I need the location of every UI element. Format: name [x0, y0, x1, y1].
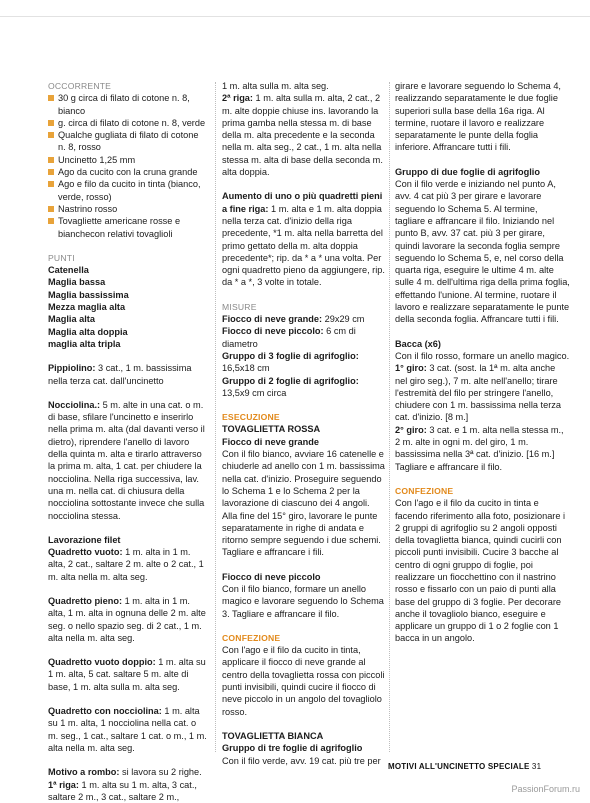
giro-1-paragraph: 1° giro: 3 cat. (sost. la 1ª m. alta anche nel giro seg.), 7 m. alte nell'anello; tirare l'estremità del filo per stringere l'anello, chiudere con 1 m. bassissima nella terza cat. d'inizio. [8 m.] — [395, 363, 561, 423]
tovaglietta-bianca-heading: TOVAGLIETTA BIANCA — [222, 730, 324, 741]
material-item: g. circa di filato di cotone n. 8, verde — [48, 117, 208, 129]
material-item: Uncinetto 1,25 mm — [48, 154, 208, 166]
column-divider — [389, 82, 390, 752]
top-divider — [0, 16, 590, 17]
stitch-name: maglia alta tripla — [48, 338, 121, 349]
confezione-heading: CONFEZIONE — [395, 485, 454, 496]
stitch-name: Catenella — [48, 265, 89, 276]
bacca-text: Con il filo rosso, formare un anello magico. — [395, 350, 570, 361]
measure-item: Fiocco di neve piccolo: 6 cm di diametro — [222, 326, 356, 349]
filet-heading: Lavorazione filet — [48, 534, 121, 545]
continuation-text: 1 m. alta sulla m. alta seg. — [222, 81, 329, 91]
stitch-name: Maglia alta doppia — [48, 326, 128, 337]
tovaglietta-rossa-heading: TOVAGLIETTA ROSSA — [222, 424, 321, 435]
esecuzione-heading: ESECUZIONE — [222, 412, 280, 423]
material-item: Ago da cucito con la cruna grande — [48, 166, 208, 178]
material-item: Ago e filo da cucito in tinta (bianco, verde, rosso) — [48, 178, 208, 203]
watermark: PassionForum.ru — [511, 784, 580, 794]
stitch-name: Maglia bassa — [48, 277, 106, 288]
column-1 — [48, 80, 208, 803]
pippiolino-paragraph: Pippiolino: 3 cat., 1 m. bassissima nella terza cat. dall'uncinetto — [48, 363, 192, 386]
stitch-name: Maglia alta — [48, 314, 95, 325]
confezione-text: Con l'ago e il filo da cucito in tinta e facendo riferimento alla foto, posizionare i 2 gruppi di agrifoglio su 2 angoli opposti della tovaglietta bianca, quindi cucirli con piccoli punti invisibili. Cucire 3 bacche al centro di ogni gruppo di foglie, poi realizzare un fiocchettino con il nastrino rosso e fissarlo con un paio di punti alla base del gruppo di 3 foglie. Per decorare anche il tovagliolo bianco, eseguire e applicare un gruppo di 1 o 2 foglie con 1 bacca in un angolo. — [395, 498, 566, 644]
column-3 — [395, 80, 570, 645]
motivo-rombo-paragraph: Motivo a rombo: si lavora su 2 righe. — [48, 767, 202, 778]
due-foglie-text: Con il filo verde e iniziando nel punto A, avv. 4 cat più 3 per girare e lavorare seguendo lo Schema 5. Al termine, tagliare e affrancare il filo. Iniziando nel punto B, avv. 37 cat. più 3 per girare, quindi lavorare la seconda foglia sempre seguendo lo Schema 5, e, nel corso della quarta riga, eseguire le ultime 4 m. alte sulle 4 m. dell'ultima riga della prima foglia, effettando l'unione. Al termine, ruotare il lavoro e realizzare separatamente le punte della seconda foglia. Affrancare tutti i fili. — [395, 179, 570, 325]
column-divider — [215, 82, 216, 752]
confezione-text: Con l'ago e il filo da cucito in tinta, applicare il fiocco di neve grande al centro della tovaglietta rossa con piccoli punti invisibili, quindi cucire il fiocco di neve piccolo in un angolo del tovagliolo rosso. — [222, 645, 385, 717]
material-item: Tovagliette americane rosse e bianchecon relativi tovaglioli — [48, 215, 208, 240]
column-2 — [222, 80, 386, 767]
quadretto-pieno-paragraph: Quadretto pieno: 1 m. alta in 1 m. alta, 1 m. alta in ognuna delle 2 m. alte seg. o nello spazio seg. di 2 cat., 1 m. alta nella m. alta seg. — [48, 595, 206, 643]
occorrente-heading: OCCORRENTE — [48, 81, 112, 91]
due-foglie-heading: Gruppo di due foglie di agrifoglio — [395, 166, 540, 177]
confezione-heading: CONFEZIONE — [222, 632, 281, 643]
footer-label: MOTIVI ALL'UNCINETTO SPECIALE — [388, 762, 530, 771]
material-item: Nastrino rosso — [48, 203, 208, 215]
measure-item: Gruppo di 3 foglie di agrifoglio: 16,5x18 cm — [222, 350, 359, 374]
fiocco-grande-heading: Fiocco di neve grande — [222, 436, 320, 447]
stitch-name: Maglia bassissima — [48, 289, 129, 300]
bacca-heading: Bacca (x6) — [395, 338, 441, 349]
page-footer — [388, 762, 541, 771]
quadretto-vuoto-paragraph: Quadretto vuoto: 1 m. alta in 1 m. alta, 2 cat., saltare 2 m. alte o 2 cat., 1 m. alta nella m. alta seg. — [48, 547, 204, 582]
fiocco-piccolo-text: Con il filo bianco, formare un anello magico e lavorare seguendo lo Schema 3. Tagliare e affrancare il filo. — [222, 583, 384, 619]
materials-list — [48, 92, 208, 240]
nocciolina-paragraph: Nocciolina.: 5 m. alte in una cat. o m. di base, sfilare l'uncinetto e inserirlo nella prima m. alta (dal davanti verso il dietro), riprendere l'anello di lavoro della quinta m. alta e tirarlo attraverso la prima m. alta, 1 cat. per chiudere la nocciolina. Nella riga successiva, lav. una m. nella cat. di chiusura della nocciolina sottostante invece che sulla nocciolina stessa. — [48, 399, 205, 521]
aumento-paragraph: Aumento di uno o più quadretti pieni a fine riga: 1 m. alta e 1 m. alta doppia nella terza cat. d'inizio della riga precedente, *1 m. alta nella barretta del primo gettato della m. alta doppia precedente*; rip. da * a * una volta. Per ogni quadretto pieno da aggiungere, rip. da * a *, 3 volte in totale. — [222, 191, 385, 288]
measure-item: Gruppo di 2 foglie di agrifoglio: 13,5x9 cm circa — [222, 375, 359, 398]
riga-1-paragraph: 1ª riga: 1 m. alta su 1 m. alta, 3 cat., saltare 2 m., 3 cat., saltare 2 m., — [48, 779, 197, 802]
fiocco-piccolo-heading: Fiocco di neve piccolo — [222, 571, 321, 582]
continuation-text: girare e lavorare seguendo lo Schema 4, realizzando separatamente le due foglie superiori sulla base della 16a riga. Al termine, ruotare il lavoro e realizzare separatamente le punte della foglia inferiore. Affrancare tutti i fili. — [395, 81, 561, 153]
giro-2-paragraph: 2° giro: 3 cat. e 1 m. alta nella stessa m., 2 m. alte in ogni m. del giro, 1 m. bassissima nella 3ª cat. d'inizio. [16 m.] Tagliare e affrancare il filo. — [395, 424, 564, 472]
measure-item: Fiocco di neve grande: 29x29 cm — [222, 314, 365, 325]
tre-foglie-heading: Gruppo di tre foglie di agrifoglio — [222, 743, 363, 754]
tre-foglie-text: Con il filo verde, avv. 19 cat. più tre per — [222, 755, 381, 766]
stitch-name: Mezza maglia alta — [48, 302, 126, 313]
material-item: 30 g circa di filato di cotone n. 8, bianco — [48, 92, 208, 117]
quadretto-vuoto-doppio-paragraph: Quadretto vuoto doppio: 1 m. alta su 1 m. alta, 5 cat. saltare 5 m. alte di base, 1 m. alta sulla m. alta seg. — [48, 657, 206, 692]
material-item: Qualche gugliata di filato di cotone n. 8, rosso — [48, 129, 208, 154]
punti-heading: PUNTI — [48, 252, 75, 263]
misure-heading: MISURE — [222, 301, 257, 312]
fiocco-grande-text: Con il filo bianco, avviare 16 catenelle e chiuderle ad anello con 1 m. bassissima nella cat. d'inizio. Proseguire seguendo lo Schema 1 e lo Schema 2 per la lavorazione di ciascuno dei 4 angoli. Alla fine del 15° giro, lavorare le punte separatamente in righe di andata e ritorno sempre seguendo i due schemi. Tagliare e affrancare i fili. — [222, 449, 385, 558]
page-number: 31 — [531, 762, 542, 771]
quadretto-nocciolina-paragraph: Quadretto con nocciolina: 1 m. alta su 1 m. alta, 1 nocciolina nella cat. o m. seg., 1 cat., saltare 1 cat. o m., 1 m. alta nella m. alta seg. — [48, 706, 207, 753]
riga-2-paragraph: 2ª riga: 1 m. alta sulla m. alta, 2 cat., 2 m. alte doppie chiuse ins. lavorando la prima gamba nella stessa m. di base della m. alta precedente e la seconda nella m. alta seg., 2 cat., 1 m. alta nella stessa m. alta di base della seconda m. alta doppia. — [222, 93, 383, 178]
